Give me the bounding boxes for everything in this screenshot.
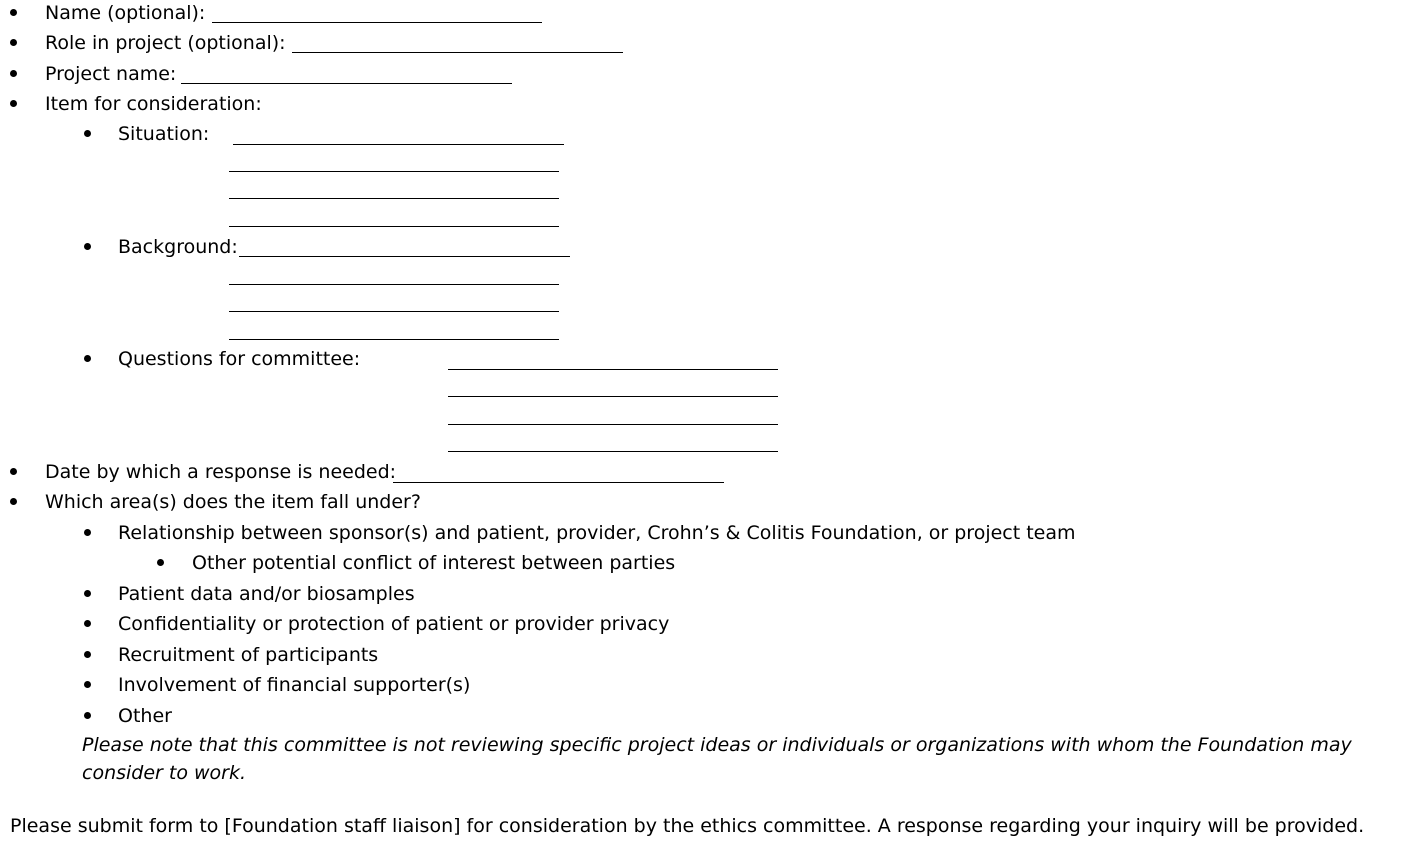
background-field-line-2[interactable] [229,284,559,285]
situation-field-line-4[interactable] [229,226,559,227]
bullet [84,355,91,362]
bullet [84,620,91,627]
name-field[interactable] [212,22,542,23]
bullet [84,681,91,688]
bullet [84,590,91,597]
questions-field-line-2[interactable] [448,396,778,397]
area-relationship: Relationship between sponsor(s) and patient, provider, Crohn’s & Colitis Foundation, or project team [118,522,1076,544]
date-field[interactable] [393,482,724,483]
area-conflict: Other potential conflict of interest between parties [192,552,676,574]
committee-note: Please note that this committee is not reviewing specific project ideas or individuals or organizations with whom the Foundation may consider to work. [82,734,1352,784]
bullet [157,559,164,566]
bullet [84,529,91,536]
area-other: Other [118,705,172,727]
project-field[interactable] [181,83,512,84]
bullet [10,70,17,77]
date-label: Date by which a response is needed: [45,461,397,483]
situation-field-line-2[interactable] [229,171,559,172]
background-field-line-4[interactable] [229,339,559,340]
bullet [84,651,91,658]
bullet [84,130,91,137]
submission-instructions: Please submit form to [Foundation staff liaison] for consideration by the ethics committee. A response regarding your inquiry will be provided. [10,815,1365,837]
name-label: Name (optional): [45,2,206,24]
area-data: Patient data and/or biosamples [118,583,415,605]
situation-field-line-3[interactable] [229,198,559,199]
background-field-line-3[interactable] [229,311,559,312]
background-label: Background: [118,236,238,258]
bullet [10,498,17,505]
bullet [10,9,17,16]
area-financial: Involvement of financial supporter(s) [118,674,471,696]
questions-field-line-3[interactable] [448,424,778,425]
bullet [84,243,91,250]
bullet [10,468,17,475]
background-field-line-1[interactable] [239,256,570,257]
areas-label: Which area(s) does the item fall under? [45,491,421,513]
role-field[interactable] [292,52,623,53]
item-label: Item for consideration: [45,93,262,115]
situation-field-line-1[interactable] [233,144,564,145]
bullet [10,100,17,107]
area-recruitment: Recruitment of participants [118,644,379,666]
questions-label: Questions for committee: [118,348,361,370]
questions-field-line-1[interactable] [448,369,778,370]
questions-field-line-4[interactable] [448,451,778,452]
role-label: Role in project (optional): [45,32,286,54]
bullet [10,39,17,46]
project-label: Project name: [45,63,177,85]
area-privacy: Confidentiality or protection of patient or provider privacy [118,613,670,635]
situation-label: Situation: [118,123,210,145]
bullet [84,712,91,719]
